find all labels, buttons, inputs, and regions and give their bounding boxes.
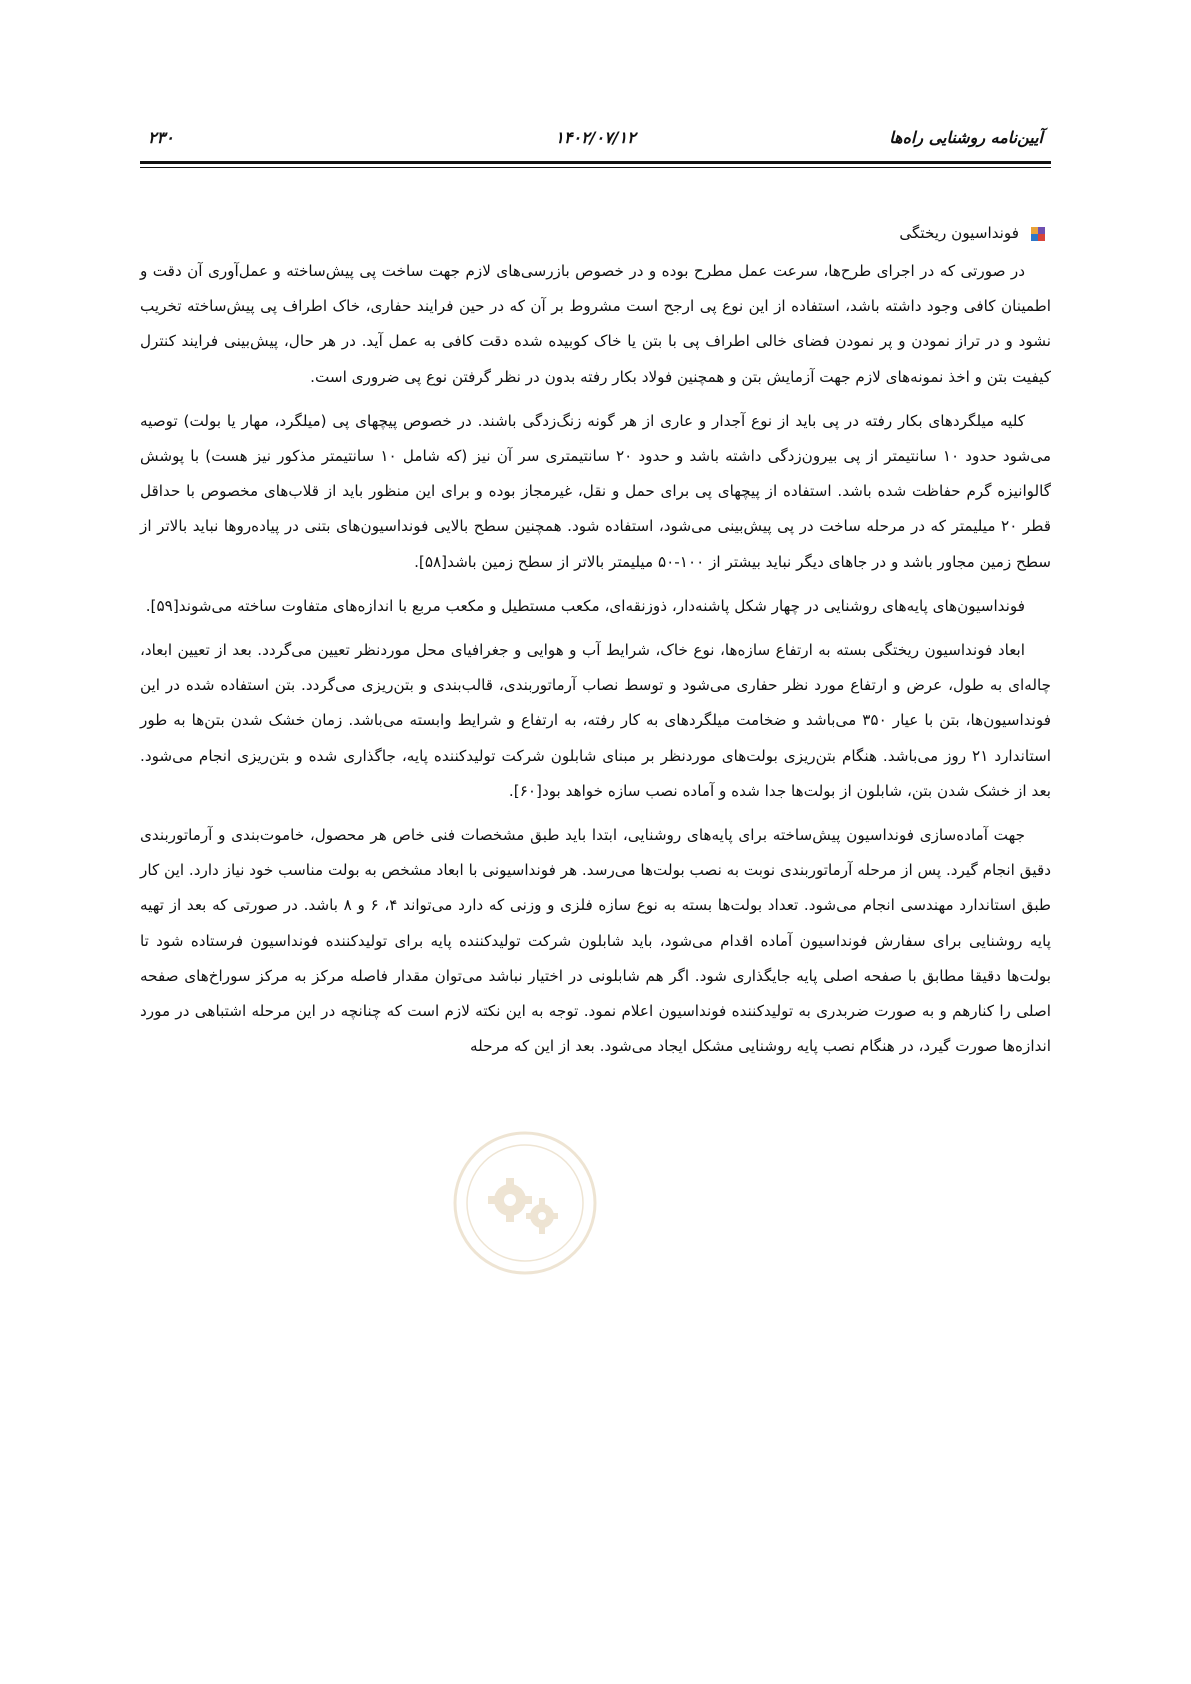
- document-title: آیین‌نامه روشنایی راه‌ها: [889, 128, 1043, 147]
- paragraph-5: جهت آماده‌سازی فونداسیون پیش‌ساخته برای پایه‌های روشنایی، ابتدا باید طبق مشخصات فنی خاص هر محصول، خاموت‌بندی و آرماتوربندی دقیق انجام گیرد. پس از مرحله آرماتوربندی نوبت به نصب بولت‌ها می‌رسد. هر فونداسیونی با ابعاد مشخص به بولت مناسب خود نیاز دارد. این کار طبق استاندارد مهندسی انجام می‌شود. تعداد بولت‌ها بسته به نوع سازه فلزی و وزنی که دارد می‌تواند ۴، ۶ و ۸ باشد. در صورتی که بعد از تهیه پایه روشنایی برای سفارش فونداسیون آماده اقدام می‌شود، باید شابلون شرکت تولیدکننده پایه برای تولیدکننده فونداسیون فرستاده شود تا بولت‌ها دقیقا مطابق با صفحه اصلی پایه جایگذاری شود. اگر هم شابلونی در اختیار نباشد می‌توان مقدار فاصله مرکز به مرکز سوراخ‌های صفحه اصلی را کنارهم و به صورت ضربدری به تولیدکننده فونداسیون اعلام نمود. توجه به این نکته لازم است که چنانچه در این مرحله اشتباهی در مورد اندازه‌ها صورت گیرد، در هنگام نصب پایه روشنایی مشکل ایجاد می‌شود. بعد از این که مرحله: [140, 826, 1051, 1056]
- header-date: ۱۴۰۲/۰۷/۱۲: [555, 128, 636, 147]
- page-header: [140, 128, 1051, 154]
- header-rule-thick: [140, 161, 1051, 164]
- paragraph-2: کلیه میلگردهای بکار رفته در پی باید از نوع آجدار و عاری از هر گونه زنگ‌زدگی باشند. در خصوص پیچهای پی (میلگرد، مهار یا بولت) توصیه می‌شود حدود ۱۰ سانتیمتر از پی بیرون‌زدگی داشته باشد و حدود ۲۰ سانتیمتری سر آن نیز (که شامل ۱۰ سانتیمتر مذکور نیز هست) با پوشش گالوانیزه گرم حفاظت شده باشد. استفاده از پیچهای پی برای حمل و نقل، غیرمجاز بوده و برای این منظور باید از قلاب‌های مخصوص با حداقل قطر ۲۰ میلیمتر که در مرحله ساخت در پی پیش‌بینی می‌شود، استفاده شود. همچنین سطح بالایی فونداسیون‌های بتنی در پیاده‌روها نباید بالاتر از سطح زمین مجاور باشد و در جاهای دیگر نباید بیشتر از ۱۰۰-۵۰ میلیمتر بالاتر از سطح زمین باشد[۵۸].: [140, 411, 1051, 571]
- paragraph-1: در صورتی که در اجرای طرح‌ها، سرعت عمل مطرح بوده و در خصوص بازرسی‌های لازم جهت ساخت پی پیش‌ساخته و عمل‌آوری آن دقت و اطمینان کافی وجود داشته باشد، استفاده از این نوع پی ارجح است مشروط بر آن که در حین فرایند حفاری، خاک اطراف پی پیش‌ساخته تخریب نشود و در تراز نمودن و پر نمودن فضای خالی اطراف پی با بتن یا خاک کوبیده شده دقت کافی به عمل آید. در هر حال، پیش‌بینی فرایند کنترل کیفیت بتن و اخذ نمونه‌های لازم جهت آزمایش بتن و همچنین فولاد بکار رفته بدون در نظر گرفتن نوع پی ضروری است.: [140, 262, 1051, 386]
- paragraph-3: فونداسیون‌های پایه‌های روشنایی در چهار شکل پاشنه‌دار، ذوزنقه‌ای، مکعب مستطیل و مکعب مربع با اندازه‌های متفاوت ساخته می‌شوند[۵۹].: [145, 596, 1025, 615]
- colored-square-bullet-icon: [1031, 227, 1045, 241]
- paragraph-4: ابعاد فونداسیون ریختگی بسته به ارتفاع سازه‌ها، نوع خاک، شرایط آب و هوایی و جغرافیای محل موردنظر تعیین می‌گردد. بعد از تعیین ابعاد، چاله‌ای به طول، عرض و ارتفاع مورد نظر حفاری می‌شود و توسط نصاب آرماتوربندی، قالب‌بندی و بتن‌ریزی می‌گردد. بتن استفاده شده در این فونداسیون‌ها، بتن با عیار ۳۵۰ می‌باشد و ضخامت میلگردهای به کار رفته، به ارتفاع و شرایط وابسته می‌باشد. زمان خشک شدن بتن‌ها به طور استاندارد ۲۱ روز می‌باشد. هنگام بتن‌ریزی بولت‌های موردنظر بر مبنای شابلون شرکت تولیدکننده پایه، جاگذاری شده و بتن‌ریزی انجام می‌شود. بعد از خشک شدن بتن، شابلون از بولت‌ها جدا شده و آماده نصب سازه خواهد بود[۶۰].: [140, 641, 1052, 800]
- header-rule-thin: [140, 167, 1051, 168]
- section-heading: فونداسیون ریختگی: [899, 224, 1019, 243]
- gear-seal-watermark-icon: [450, 1128, 600, 1278]
- page-number: ۲۳۰: [148, 128, 174, 147]
- section-heading-line: [140, 216, 1051, 252]
- page-body: [140, 216, 1051, 1073]
